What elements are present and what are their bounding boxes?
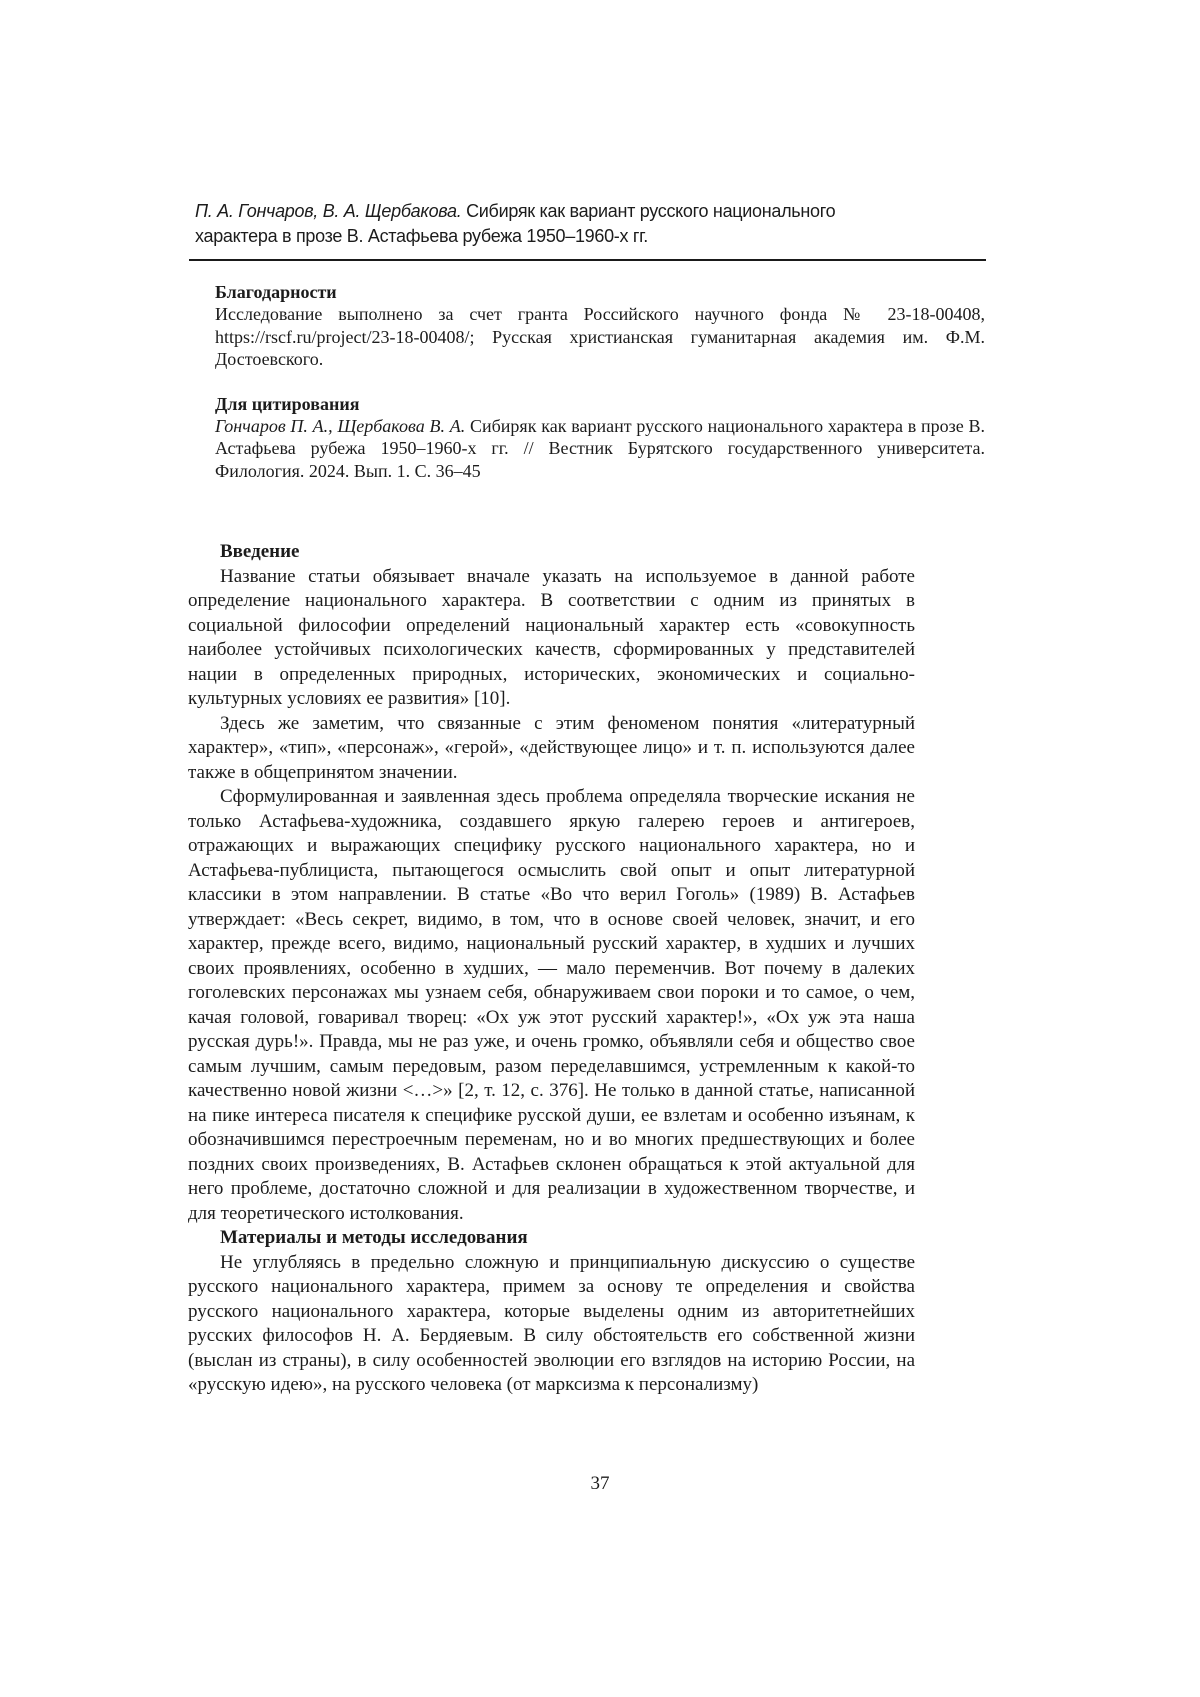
acknowledgments-text [215,303,985,370]
running-header-authors: П. А. Гончаров, В. А. Щербакова. [195,201,462,221]
article-body [188,540,915,1398]
citation-heading: Для цитирования [215,393,360,414]
body-paragraph: Не углубляясь в предельно сложную и принципиальную дискуссию о существе русского национального характера, примем за основу те определения и свойства русского национального характера, которые выделены одним из авторитетнейших русских философов Н. А. Бердяевым. В силу обстоятельств его собственной жизни (выслан из страны), в силу особенностей эволюции его взглядов на историю России, на «русскую идею», на русского человека (от марксизма к персонализму) [188,1251,915,1395]
citation-authors: Гончаров П. А., Щербакова В. А. [215,416,466,437]
body-paragraph: Сформулированная и заявленная здесь проблема определяла творческие искания не только Астафьева-художника, создавшего яркую галерею героев и антигероев, отражающих и выражающих специфику русского национального характера, но и Астафьева-публициста, пытающегося осмыслить свой опыт и опыт литературной классики в этом направлении. В статье «Во что верил Гоголь» (1989) В. Астафьев утверждает: «Весь секрет, видимо, в том, что в основе своей человек, значит, и его характер, прежде всего, видимо, национальный русский характер, в худших и лучших своих проявлениях, особенно в худших, — мало переменчив. Вот почему в далеких гоголевских персонажах мы узнаем себя, обнаруживаем свои пороки и то самое, о чем, качая головой, говаривал творец: «Ох уж этот русский характер!», «Ох уж эта наша русская дурь!». Правда, мы не раз уже, и очень громко, объявляли себя и общество свое самым лучшим, самым передовым, разом переделавшимся, устремленным к какой-то качественно новой жизни <…>» [2, т. 12, с. 376]. Не только в данной статье, написанной на пике интереса писателя к специфике русской души, ее взлетам и особенно изъянам, к обозначившимся перестроечным переменам, но и во многих предшествующих и более поздних своих произведениях, В. Астафьев склонен обращаться к этой актуальной для него проблеме, достаточно сложной и для реализации в художественном творчестве, и для теоретического истолкования. [188,786,915,1224]
section-heading-methods: Материалы и методы исследования [220,1227,528,1248]
grant-url: https://rscf.ru/project/23-18-00408/ [215,326,470,347]
running-header [195,199,915,249]
citation-section [215,393,985,483]
body-paragraph: Здесь же заметим, что связанные с этим феноменом понятия «литературный характер», «тип», «персонаж», «герой», «действующее лицо» и т. п. используются далее также в общепринятом значении. [188,712,915,783]
citation-text [215,415,985,482]
acknowledgments-text-before-url: Исследование выполнено за счет гранта Российского научного фонда № 23-18-00408, [215,304,985,325]
acknowledgments-section [215,281,985,371]
running-header-title: Сибиряк как вариант русского национального характера в прозе В. Астафьева рубежа 1950–1960-х гг. [195,201,836,246]
citation-body: Сибиряк как вариант русского национального характера в прозе В. Астафьева рубежа 1950–1960-х гг. // Вестник Бурятского государственного университета. Филология. 2024. Вып. 1. С. 36–45 [215,416,985,481]
body-paragraph: Название статьи обязывает вначале указать на используемое в данной работе определение национального характера. В соответствии с одним из принятых в социальной философии определений национальный характер есть «совокупность наиболее устойчивых психологических качеств, сформированных у представителей нации в определенных природных, исторических, экономических и социально-культурных условиях ее развития» [10]. [188,565,915,709]
header-rule [189,259,986,261]
page-number: 37 [590,1473,610,1494]
section-heading-introduction: Введение [220,541,300,562]
front-matter-block [215,281,985,482]
acknowledgments-text-after-url: ; Русская христианская гуманитарная академия им. Ф.М. Достоевского. [215,326,985,370]
acknowledgments-heading: Благодарности [215,282,337,302]
